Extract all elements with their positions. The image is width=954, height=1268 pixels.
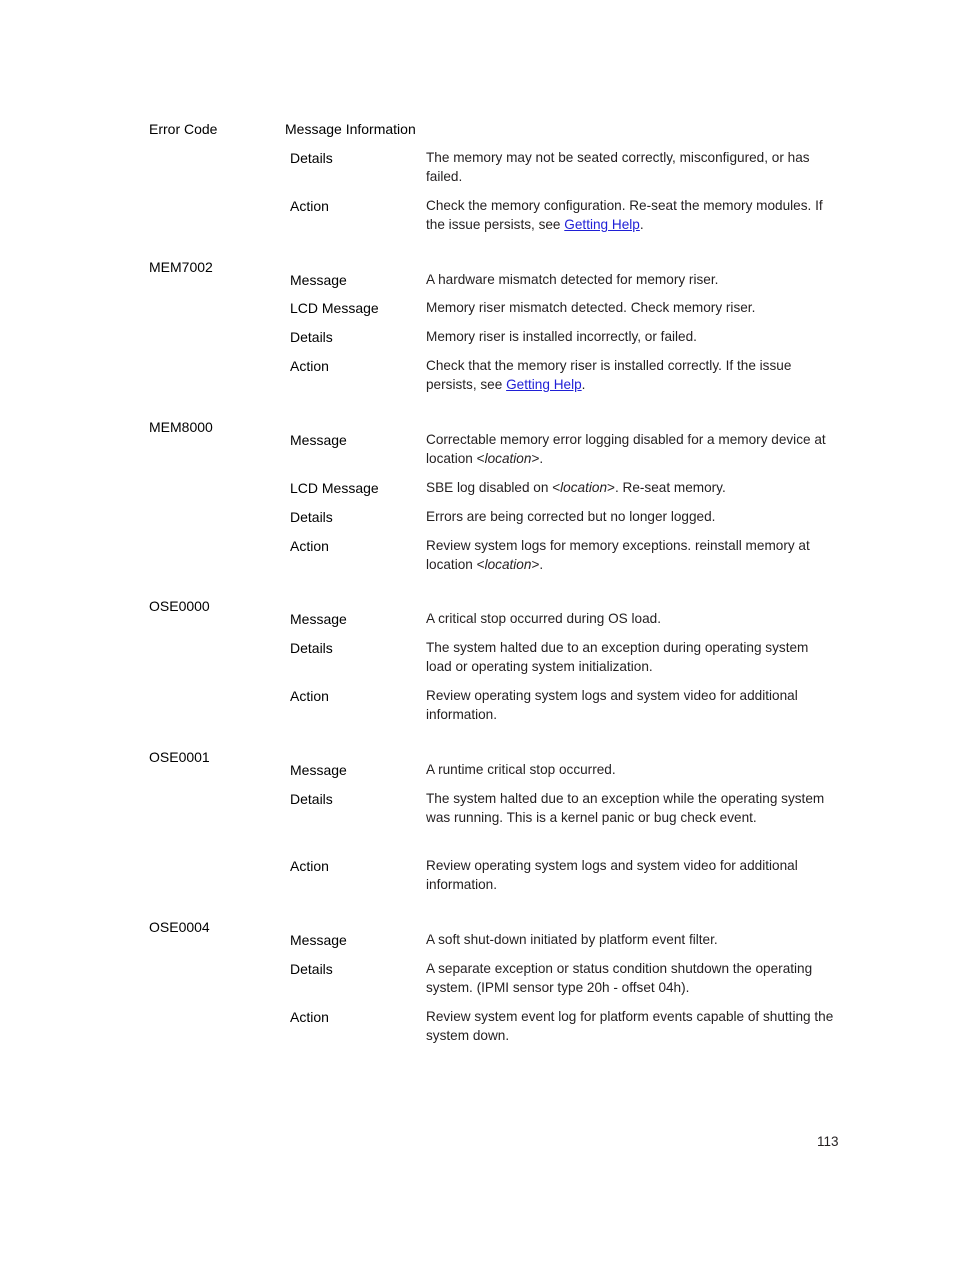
message-label: Message: [290, 932, 347, 948]
message-information-heading: Message Information: [285, 121, 416, 137]
action-label: Action: [290, 858, 329, 874]
details-value: The memory may not be seated correctly, misconfigured, or has failed.: [426, 150, 810, 184]
message-value: A hardware mismatch detected for memory riser.: [426, 272, 719, 287]
action-label: Action: [290, 688, 329, 704]
action-value: Review operating system logs and system video for additional information.: [426, 688, 798, 722]
getting-help-link[interactable]: Getting Help: [506, 377, 582, 392]
message-label: Message: [290, 762, 347, 778]
details-value: A separate exception or status condition shutdown the operating system. (IPMI sensor type 20h - offset 04h).: [426, 961, 813, 995]
details-label: Details: [290, 150, 333, 166]
error-code: MEM7002: [149, 259, 213, 275]
lcd-message-value: [426, 478, 836, 497]
lcd-message-label: LCD Message: [290, 300, 379, 316]
message-suffix: >.: [531, 451, 544, 466]
location-variable: location: [560, 480, 608, 495]
details-label: Details: [290, 329, 333, 345]
location-variable: location: [484, 451, 532, 466]
getting-help-link[interactable]: Getting Help: [564, 217, 640, 232]
message-text: Correctable memory error logging disabled for a memory device at location <: [426, 432, 826, 466]
lcd-suffix: >. Re-seat memory.: [607, 480, 726, 495]
message-label: Message: [290, 611, 347, 627]
message-label: Message: [290, 432, 347, 448]
lcd-message-label: LCD Message: [290, 480, 379, 496]
lcd-text: SBE log disabled on <: [426, 480, 561, 495]
details-value: The system halted due to an exception during operating system load or operating system initialization.: [426, 640, 809, 674]
message-label: Message: [290, 272, 347, 288]
error-code-heading: Error Code: [149, 121, 218, 137]
action-text: Review system logs for memory exceptions. reinstall memory at location <: [426, 538, 810, 572]
details-label: Details: [290, 791, 333, 807]
action-value: [426, 196, 836, 234]
action-label: Action: [290, 538, 329, 554]
error-code: OSE0004: [149, 919, 210, 935]
details-value: Memory riser is installed incorrectly, or failed.: [426, 329, 697, 344]
action-value: [426, 356, 836, 394]
details-label: Details: [290, 961, 333, 977]
details-label: Details: [290, 640, 333, 656]
location-variable: location: [484, 557, 532, 572]
action-suffix: .: [639, 217, 644, 232]
message-value: [426, 430, 836, 468]
details-label: Details: [290, 509, 333, 525]
error-code: OSE0000: [149, 598, 210, 614]
action-label: Action: [290, 198, 329, 214]
action-text: Check the memory configuration. Re-seat the memory modules. If the issue persists, see: [426, 198, 823, 232]
lcd-message-value: Memory riser mismatch detected. Check memory riser.: [426, 300, 756, 315]
message-value: A runtime critical stop occurred.: [426, 762, 616, 777]
details-value: Errors are being corrected but no longer logged.: [426, 509, 716, 524]
action-value: Review operating system logs and system video for additional information.: [426, 858, 798, 892]
details-value: The system halted due to an exception while the operating system was running. This is a kernel panic or bug check event.: [426, 791, 825, 825]
message-value: A soft shut-down initiated by platform event filter.: [426, 932, 718, 947]
action-value: Review system event log for platform events capable of shutting the system down.: [426, 1009, 834, 1043]
action-label: Action: [290, 358, 329, 374]
action-value: [426, 536, 836, 574]
action-text: Check that the memory riser is installed correctly. If the issue persists, see: [426, 358, 792, 392]
error-code: OSE0001: [149, 749, 210, 765]
action-label: Action: [290, 1009, 329, 1025]
action-suffix: >.: [531, 557, 544, 572]
error-code: MEM8000: [149, 419, 213, 435]
page-number: 113: [817, 1134, 839, 1149]
action-suffix: .: [581, 377, 586, 392]
message-value: A critical stop occurred during OS load.: [426, 611, 661, 626]
